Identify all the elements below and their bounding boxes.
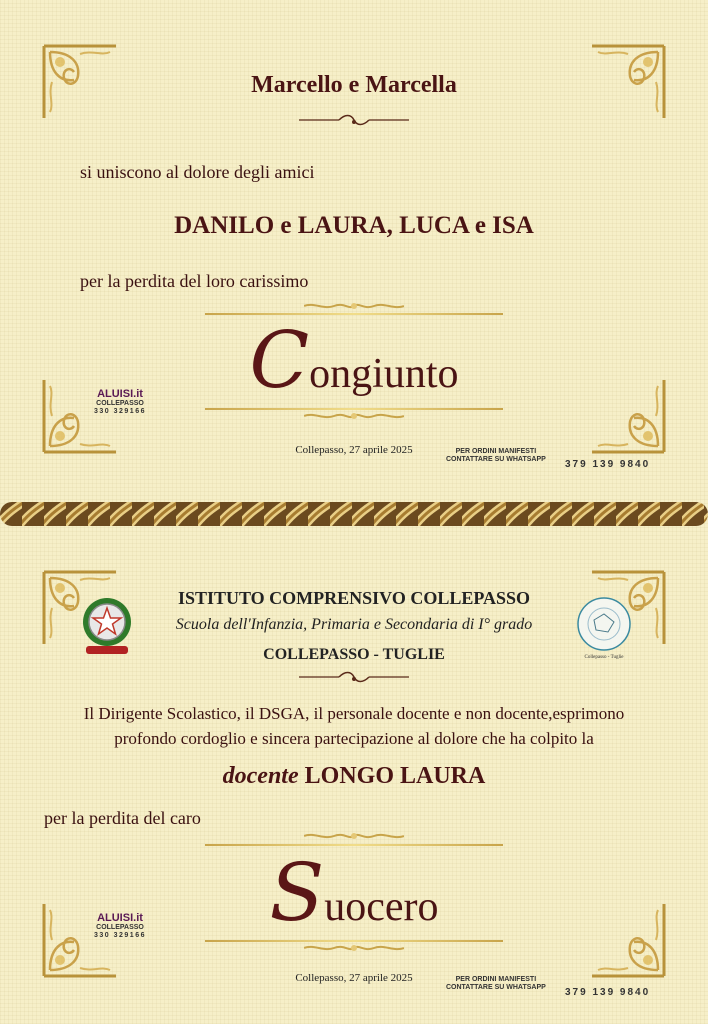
aluisi-phone: 330 329166 — [94, 408, 146, 415]
intro-text: si uniscono al dolore degli amici — [80, 162, 315, 182]
gold-rule — [205, 313, 503, 315]
condolence-text-line2: profondo cordoglio e sincera partecipazione al dolore che ha colpito la — [114, 729, 594, 748]
condolence-text-line1: Il Dirigente Scolastico, il DSGA, il personale docente e non docente,esprimono — [83, 704, 625, 723]
loss-text: per la perdita del loro carissimo — [80, 271, 309, 291]
aluisi-brand: ALUISI.it — [97, 912, 143, 924]
order-phone: 379 139 9840 — [565, 987, 651, 998]
flourish-icon — [304, 412, 404, 422]
aluisi-logo — [80, 388, 160, 416]
flourish-icon — [299, 114, 409, 128]
friends-names: DANILO e LAURA, LUCA e ISA — [174, 212, 534, 239]
flourish-icon — [304, 832, 404, 842]
order-line1: PER ORDINI MANIFESTI — [455, 976, 537, 983]
aluisi-phone: 330 329166 — [94, 932, 146, 939]
institute-subtitle: Scuola dell'Infanzia, Primaria e Secondaria di I° grado — [175, 616, 533, 633]
order-info — [446, 976, 546, 992]
relation-rest: uocero — [324, 884, 439, 930]
order-line2: CONTATTARE SU WHATSAPP — [446, 456, 546, 463]
date-text: Collepasso, 27 aprile 2025 — [295, 444, 413, 456]
aluisi-brand: ALUISI.it — [97, 388, 143, 400]
order-line1: PER ORDINI MANIFESTI — [455, 448, 537, 455]
aluisi-city: COLLEPASSO — [96, 400, 144, 407]
aluisi-logo — [80, 912, 160, 940]
order-phone: 379 139 9840 — [565, 459, 651, 470]
relation-rest: ongiunto — [309, 351, 459, 397]
institute-name: ISTITUTO COMPRENSIVO COLLEPASSO — [177, 588, 531, 608]
aluisi-city: COLLEPASSO — [96, 924, 144, 931]
teacher-name: LONGO LAURA — [304, 763, 486, 789]
institute-location: COLLEPASSO - TUGLIE — [263, 646, 445, 663]
order-line2: CONTATTARE SU WHATSAPP — [446, 984, 546, 991]
loss-text: per la perdita del caro — [44, 808, 201, 828]
rope-divider-icon — [0, 497, 708, 531]
date-text: Collepasso, 27 aprile 2025 — [295, 972, 413, 984]
flourish-icon — [299, 671, 409, 685]
sender-name: Marcello e Marcella — [251, 72, 457, 98]
relation-initial: C — [249, 316, 310, 406]
gold-rule — [205, 940, 503, 942]
order-info — [446, 448, 546, 464]
relation-initial: S — [269, 846, 325, 939]
gold-rule — [205, 408, 503, 410]
teacher-role: docente — [222, 763, 299, 789]
school-seal-caption: Collepasso - Tuglie — [584, 655, 624, 660]
flourish-icon — [304, 944, 404, 954]
teacher-line — [0, 763, 708, 790]
flourish-icon — [304, 302, 404, 312]
